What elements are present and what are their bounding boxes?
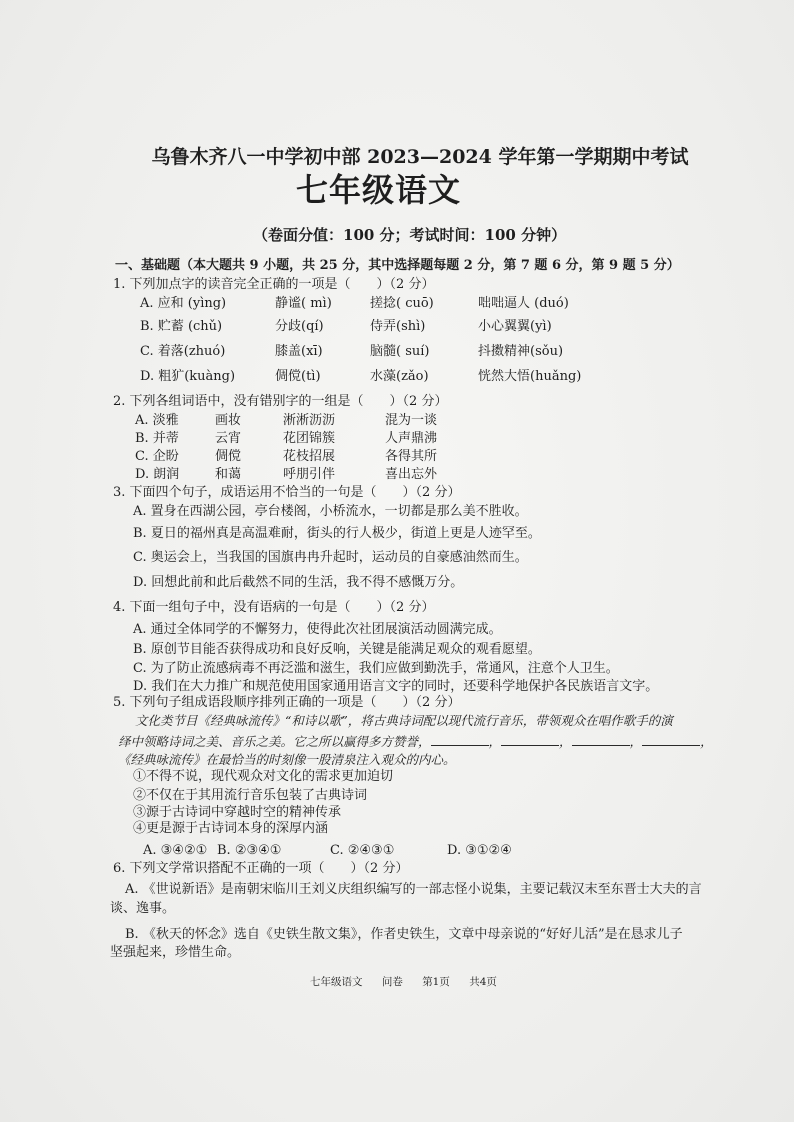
q6-option-b-line-1: B. 《秋天的怀念》选自《史铁生散文集》，作者史铁生，文章中母亲说的“好好儿活”是在恳求儿子 — [125, 927, 683, 942]
footer-total: 共4页 — [469, 976, 497, 988]
q6-option-a-line-2: 谈、逸事。 — [110, 901, 176, 916]
q1-b-cell-1: B. 贮蓄 (chǔ) — [140, 319, 223, 334]
q2-b-cell-2: 云宵 — [215, 431, 242, 446]
q5-stem: 5. 下列句子组成语段顺序排列正确的一项是（ ）（2 分） — [113, 695, 461, 710]
blank-2 — [501, 733, 559, 746]
q2-option-b — [135, 431, 437, 447]
q1-a-cell-2: 静谧( mì) — [275, 296, 332, 311]
q2-d-cell-4: 喜出忘外 — [385, 467, 438, 482]
q5-item-2: ②不仅在于其用流行音乐包装了古典诗词 — [133, 788, 368, 803]
exam-title: 乌鲁木齐八一中学初中部 2023—2024 学年第一学期期中考试 — [151, 146, 689, 168]
q3-option-b: B. 夏日的福州真是高温难耐，街头的行人极少，街道上更是人迹罕至。 — [133, 526, 541, 541]
q2-c-cell-1: C. 企盼 — [135, 449, 179, 464]
q1-d-cell-3: 水藻(zǎo) — [370, 369, 429, 384]
q1-b-cell-2: 分歧(qí) — [275, 319, 324, 334]
q3-option-d: D. 回想此前和此后截然不同的生活，我不得不感慨万分。 — [133, 575, 464, 590]
q2-stem: 2. 下列各组词语中，没有错别字的一组是（ ）（2 分） — [113, 394, 448, 409]
q4-option-c: C. 为了防止流感病毒不再泛滥和滋生，我们应做到勤洗手，常通风，注意个人卫生。 — [133, 661, 619, 676]
q1-b-cell-3: 侍弄(shì) — [370, 319, 426, 334]
q2-a-cell-2: 画妆 — [215, 413, 242, 428]
blank-sep-3: ， — [629, 734, 643, 749]
q5-item-1: ①不得不说，现代观众对文化的需求更加迫切 — [133, 769, 394, 784]
q2-b-cell-1: B. 并蒂 — [135, 431, 179, 446]
q4-stem: 4. 下面一组句子中，没有语病的一句是（ ）（2 分） — [113, 600, 435, 615]
q2-option-c — [135, 449, 437, 465]
q1-b-cell-4: 小心翼翼(yì) — [478, 319, 552, 334]
q1-option-b — [140, 319, 552, 335]
q4-option-d: D. 我们在大力推广和规范使用国家通用语言文字的同时，还要科学地保护各民族语言文字。 — [133, 679, 659, 694]
q1-option-c — [140, 344, 563, 360]
blank-3 — [572, 733, 630, 746]
q2-c-cell-2: 倜傥 — [215, 449, 242, 464]
q2-c-cell-4: 各得其所 — [385, 449, 438, 464]
q2-option-d — [135, 467, 437, 483]
q2-a-cell-3: 淅淅沥沥 — [283, 413, 336, 428]
q2-c-cell-3: 花枝招展 — [283, 449, 336, 464]
q6-option-a-line-1: A. 《世说新语》是南朝宋临川王刘义庆组织编写的一部志怪小说集，主要记载汉末至东晋士大夫的言 — [125, 882, 702, 897]
q2-b-cell-3: 花团锦簇 — [283, 431, 336, 446]
q1-option-a — [140, 296, 569, 312]
q5-option-a: A. ③④②① — [143, 843, 208, 858]
blank-sep-2: ， — [559, 734, 572, 749]
q2-d-cell-3: 呼朋引伴 — [283, 467, 336, 482]
blank-sep-4: ， — [700, 734, 713, 749]
q2-a-cell-1: A. 淡雅 — [135, 413, 179, 428]
page-footer — [310, 976, 513, 989]
q1-a-cell-3: 搓捻( cuō) — [370, 296, 434, 311]
q5-item-4: ④更是源于古诗词本身的深厚内涵 — [133, 821, 329, 836]
q3-option-a: A. 置身在西湖公园，亭台楼阁，小桥流水，一切都是那么美不胜收。 — [133, 504, 528, 519]
q1-option-d — [140, 369, 581, 385]
section-heading: 一、基础题（本大题共 9 小题，共 25 分，其中选择题每题 2 分，第 7 题 6 分，第 9 题 5 分） — [115, 258, 680, 273]
q2-option-a — [135, 413, 437, 429]
q3-option-c: C. 奥运会上，当我国的国旗冉冉升起时，运动员的自豪感油然而生。 — [133, 550, 528, 565]
q1-c-cell-2: 膝盖(xī) — [275, 344, 323, 359]
q5-passage-line-3: 《经典咏流传》在最恰当的时刻像一股清泉注入观众的内心。 — [118, 752, 456, 767]
blank-1 — [431, 733, 489, 746]
q4-option-b: B. 原创节目能否获得成功和良好反响，关键是能满足观众的观看愿望。 — [133, 642, 541, 657]
q5-option-d: D. ③①②④ — [447, 843, 512, 858]
q5-option-b: B. ②③④① — [217, 843, 282, 858]
q6-stem: 6. 下列文学常识搭配不正确的一项（ ）（2 分） — [113, 861, 409, 876]
blank-4 — [642, 733, 700, 746]
q1-stem: 1. 下列加点字的读音完全正确的一项是（ ）（2 分） — [113, 277, 435, 292]
q1-d-cell-4: 恍然大悟(huǎng) — [478, 369, 582, 384]
q1-d-cell-1: D. 粗犷(kuàng) — [140, 369, 236, 384]
blank-sep-1: ， — [488, 734, 502, 749]
q2-b-cell-4: 人声鼎沸 — [385, 431, 438, 446]
q1-c-cell-4: 抖擞精神(sǒu) — [478, 344, 564, 359]
q5-passage-line-2 — [118, 733, 713, 750]
q1-d-cell-2: 倜傥(tì) — [275, 369, 321, 384]
footer-subject: 七年级语文 — [310, 976, 363, 988]
q4-option-a: A. 通过全体同学的不懈努力，使得此次社团展演活动圆满完成。 — [133, 622, 502, 637]
q3-stem: 3. 下面四个句子，成语运用不恰当的一句是（ ）（2 分） — [113, 485, 461, 500]
q2-d-cell-1: D. 朗润 — [135, 467, 180, 482]
exam-info: （卷面分值：100 分；考试时间：100 分钟） — [253, 226, 567, 244]
q6-option-b-line-2: 坚强起来，珍惜生命。 — [110, 945, 241, 960]
q1-a-cell-1: A. 应和 (yìng) — [140, 296, 227, 311]
q2-d-cell-2: 和蔼 — [215, 467, 242, 482]
footer-type: 问卷 — [381, 976, 403, 988]
q5-item-3: ③源于古诗词中穿越时空的精神传承 — [133, 805, 342, 820]
q1-c-cell-1: C. 着落(zhuó) — [140, 344, 226, 359]
q5-option-c: C. ②④③① — [330, 843, 395, 858]
q5-passage-line-1: 文化类节目《经典咏流传》“和诗以歌”，将古典诗词配以现代流行音乐，带领观众在唱作歌手的演 — [135, 713, 673, 728]
footer-page: 第1页 — [422, 976, 450, 988]
q2-a-cell-4: 混为一谈 — [385, 413, 438, 428]
q1-c-cell-3: 脑髓( suí) — [370, 344, 430, 359]
q5-passage-text: 绎中领略诗词之美、音乐之美。它之所以赢得多方赞誉， — [118, 734, 431, 749]
q1-a-cell-4: 咄咄逼人 (duó) — [478, 296, 569, 311]
subject-title: 七年级语文 — [296, 171, 462, 209]
